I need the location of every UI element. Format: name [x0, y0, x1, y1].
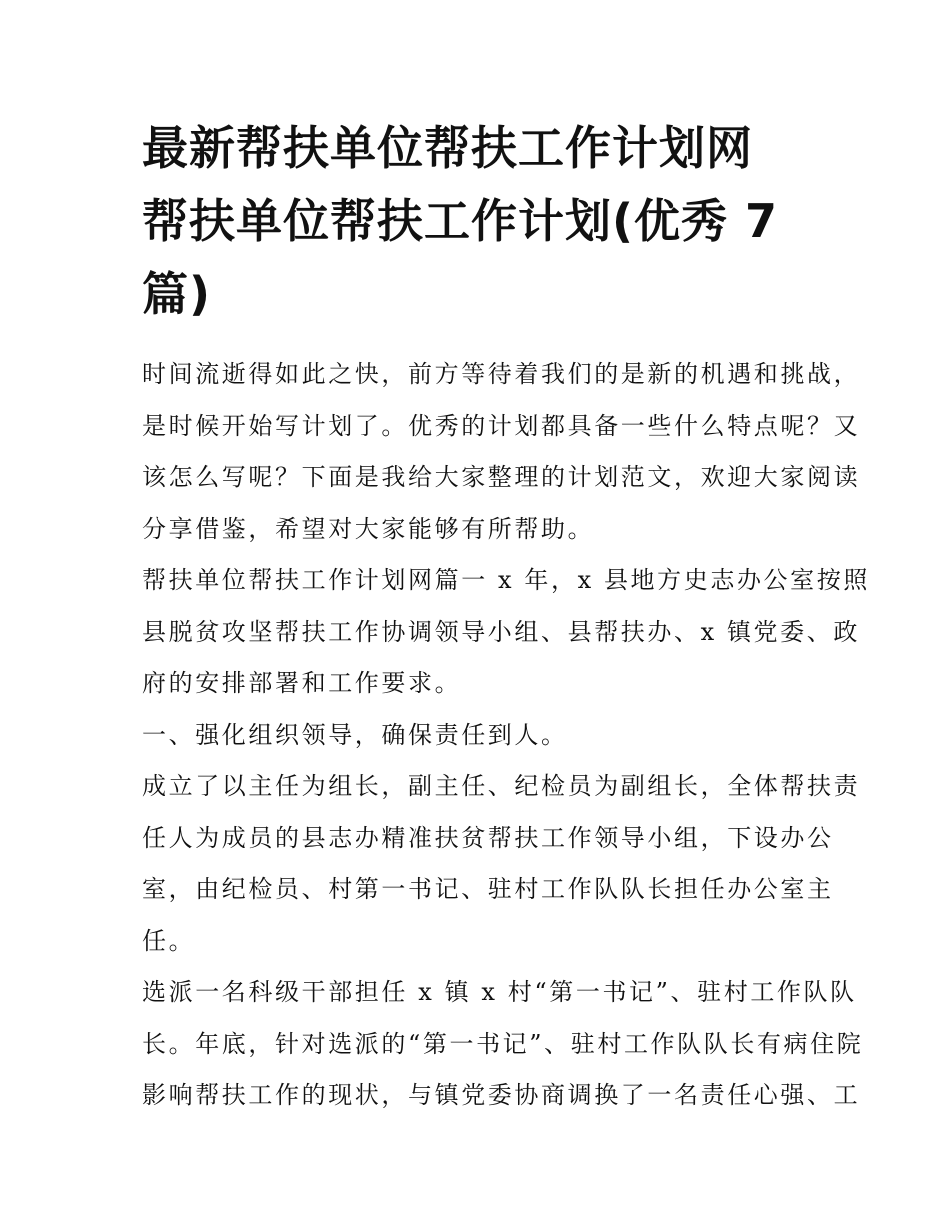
- text-line: 任。: [142, 926, 196, 955]
- text-line: 时间流逝得如此之快，前方等待着我们的是新的机遇和挑战，: [142, 360, 861, 388]
- text-line: 分享借鉴，希望对大家能够有所帮助。: [142, 514, 595, 543]
- document-title: [142, 112, 814, 331]
- body-paragraph: [142, 967, 864, 1122]
- intro-paragraph: [142, 349, 861, 555]
- text-line: 县脱贫攻坚帮扶工作协调领导小组、县帮扶办、x 镇党委、政: [142, 617, 860, 646]
- text-line: 成立了以主任为组长，副主任、纪检员为副组长，全体帮扶责: [142, 772, 861, 800]
- text-line: 是时候开始写计划了。优秀的计划都具备一些什么特点呢？又: [142, 411, 861, 440]
- text-line: 帮扶单位帮扶工作计划网篇一 x 年，x 县地方史志办公室按照: [142, 566, 870, 594]
- text-line: 府的安排部署和工作要求。: [142, 669, 462, 697]
- document-body: [142, 349, 870, 1122]
- title-line: 最新帮扶单位帮扶工作计划网: [142, 121, 753, 175]
- text-line: 一、强化组织领导，确保责任到人。: [142, 720, 568, 749]
- text-line: 任人为成员的县志办精准扶贫帮扶工作领导小组，下设办公: [142, 823, 834, 852]
- text-line: 长。年底，针对选派的“第一书记”、驻村工作队队长有病住院: [142, 1029, 864, 1058]
- body-paragraph: [142, 761, 861, 967]
- section-intro-paragraph: [142, 555, 870, 710]
- document-page: [142, 112, 870, 1122]
- text-line: 影响帮扶工作的现状，与镇党委协商调换了一名责任心强、工: [142, 1081, 861, 1109]
- text-line: 选派一名科级干部担任 x 镇 x 村“第一书记”、驻村工作队队: [142, 978, 857, 1006]
- text-line: 该怎么写呢？下面是我给大家整理的计划范文，欢迎大家阅读: [142, 463, 861, 491]
- text-line: 室，由纪检员、村第一书记、驻村工作队队长担任办公室主: [142, 875, 834, 903]
- section-heading: [142, 710, 814, 762]
- title-line: 帮扶单位帮扶工作计划(优秀 7: [142, 194, 779, 248]
- title-line: 篇): [142, 267, 212, 321]
